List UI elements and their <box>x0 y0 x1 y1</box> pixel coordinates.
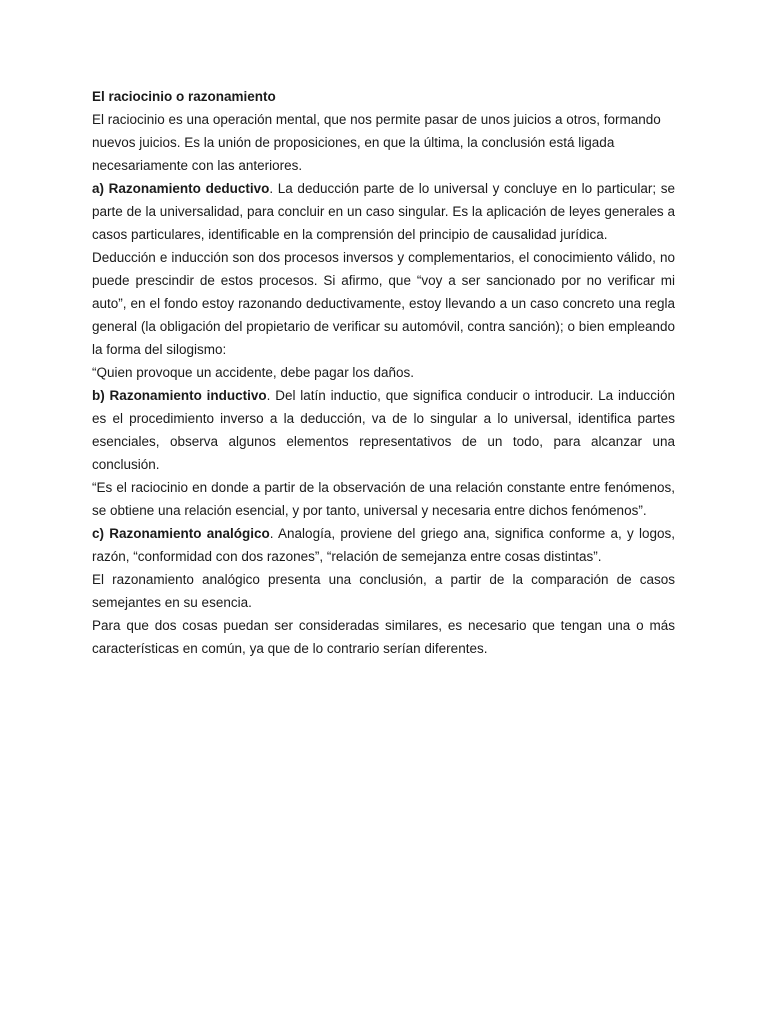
analogical-paragraph <box>92 522 675 568</box>
inductive-heading: b) Razonamiento inductivo <box>92 388 267 403</box>
document-page <box>92 85 675 660</box>
intro-paragraph: El raciocinio es una operación mental, que nos permite pasar de unos juicios a otros, formando nuevos juicios. Es la unión de proposiciones, en que la última, la conclusión está ligada necesariamente con las anteriores. <box>92 112 661 173</box>
analogical-conclusion-paragraph: El razonamiento analógico presenta una conclusión, a partir de la comparación de casos semejantes en su esencia. <box>92 572 675 610</box>
analogical-heading: c) Razonamiento analógico <box>92 526 270 541</box>
syllogism-quote: “Quien provoque un accidente, debe pagar los daños. <box>92 365 414 380</box>
inductive-text: . Del latín inductio, que significa conducir o introducir. La inducción es el procedimiento inverso a la deducción, va de lo singular a lo universal, identifica partes esenciales, observa algunos elementos representativos de un todo, para alcanzar una conclusión. <box>92 388 675 472</box>
analogical-text: . Analogía, proviene del griego ana, significa conforme a, y logos, razón, “conformidad con dos razones”, “relación de semejanza entre cosas distintas”. <box>92 526 675 564</box>
similarity-paragraph: Para que dos cosas puedan ser consideradas similares, es necesario que tengan una o más características en común, ya que de lo contrario serían diferentes. <box>92 618 675 656</box>
deduction-induction-paragraph: Deducción e inducción son dos procesos inversos y complementarios, el conocimiento válido, no puede prescindir de estos procesos. Si afirmo, que “voy a ser sancionado por no verificar mi auto”, en el fondo estoy razonando deductivamente, estoy llevando a un caso concreto una regla general (la obligación del propietario de verificar su automóvil, contra sanción); o bien empleando la forma del silogismo: <box>92 250 675 357</box>
deductive-paragraph <box>92 177 675 246</box>
inductive-paragraph <box>92 384 675 476</box>
deductive-text: . La deducción parte de lo universal y concluye en lo particular; se parte de la universalidad, para concluir en un caso singular. Es la aplicación de leyes generales a casos particulares, identificable en la comprensión del principio de causalidad jurídica. <box>92 181 675 242</box>
deductive-heading: a) Razonamiento deductivo <box>92 181 270 196</box>
document-title: El raciocinio o razonamiento <box>92 89 276 104</box>
induction-quote: “Es el raciocinio en donde a partir de la observación de una relación constante entre fenómenos, se obtiene una relación esencial, y por tanto, universal y necesaria entre dichos fenómenos”. <box>92 480 675 518</box>
